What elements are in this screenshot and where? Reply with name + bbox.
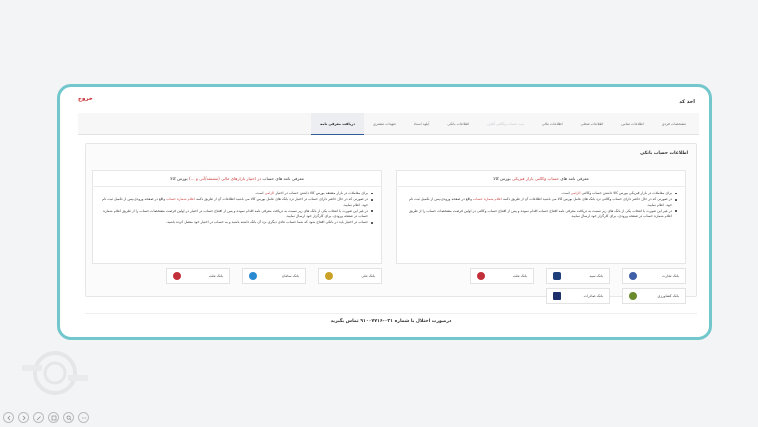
prev-icon: [6, 415, 12, 421]
bank-sepah-button[interactable]: [546, 268, 610, 284]
tab-customer-commitments[interactable]: تعهدات مشتری: [372, 121, 396, 126]
tab-upload-documents[interactable]: آپلود اسناد: [413, 121, 430, 126]
bank-name: بانک ملی: [361, 274, 375, 278]
bank-name: بانک سپه: [589, 274, 603, 278]
instruction-text: حساب در اختیار باید در بانکی افتتاح شود که شما حساب عادی دیگری نزد آن بانک داشته باشید و به حساب در اختیار خود متصل کرده باشید.: [166, 220, 368, 225]
instruction-text: در غیر این صورت با انتخاب یکی از بانک های زیر نسبت به دریافت معرفی نامه اقدام نموده و پس از افتتاح حساب در اختیار در اولین فرصت مشخصات حساب را از طریق اعلام شماره حساب در صفحه ورودی، برای کارگزار خود ارسال نمایید.: [103, 208, 368, 219]
instruction-item: [99, 209, 373, 220]
bank-saderat-icon: [553, 292, 561, 300]
heading-prefix: معرفی نامه های حساب: [261, 176, 304, 181]
instruction-text: است.: [561, 191, 571, 195]
heading-highlight: حساب وکالتی بازار فیزیکی: [511, 176, 560, 181]
physical-market-instructions: [397, 187, 685, 219]
tab-bank-info[interactable]: اطلاعات بانکی: [447, 121, 470, 126]
instruction-item: [99, 220, 373, 225]
tab-financial-info[interactable]: اطلاعات مالی: [541, 121, 563, 126]
tab-contact-info[interactable]: اطلاعات تماس: [621, 121, 644, 126]
heading-suffix: بورس کالا: [170, 176, 189, 181]
browser-frame: [57, 84, 712, 340]
bank-mellat-icon: [173, 272, 181, 280]
instruction-text: است.: [255, 191, 265, 195]
pen-button[interactable]: [33, 412, 44, 423]
next-button[interactable]: [18, 412, 29, 423]
heading-highlight: در اختیار بازارهای مالی (مشتقه/آتی و ...): [188, 176, 262, 181]
instruction-item: [403, 191, 677, 196]
instruction-text: واقع در صفحه ورودی،پس از تکمیل ثبت نام خود، اعلام نمایید.: [408, 197, 672, 207]
bank-keshavarzi-icon: [629, 292, 637, 300]
zoom-button[interactable]: [63, 412, 74, 423]
instruction-text: در صورتی که در حال حاضر دارای حساب در اختیار نزد بانک های عامل بورس کالا می باشید اطلاعات آن از طریق دکمه: [194, 197, 368, 202]
bank-mellat-icon: [477, 272, 485, 280]
instruction-highlight: اعلام شماره حساب: [166, 197, 195, 202]
bank-name: بانک ملت: [208, 274, 223, 278]
instruction-text: برای معاملات در بازار فیزیکی بورس کالا داشتن حساب وکالتی: [580, 191, 672, 195]
tab-bar: [78, 113, 699, 135]
tab-personal-info[interactable]: مشخصات فردی: [661, 121, 686, 126]
instruction-item: [99, 191, 373, 196]
fullscreen-icon: [51, 415, 57, 421]
physical-market-column: [396, 170, 686, 264]
derivatives-market-instructions: [93, 187, 381, 226]
instruction-highlight: الزامی: [570, 191, 581, 195]
bank-mellat-button[interactable]: [166, 268, 230, 284]
bank-melli-button[interactable]: [318, 268, 382, 284]
presentation-toolbar: [3, 412, 89, 424]
instruction-text: در صورتی که در حال حاضر دارای حساب وکالتی نزد بانک های عامل بورس کالا می باشید اطلاعات آن از طریق دکمه: [501, 197, 672, 202]
bank-name: بانک سامان: [281, 274, 299, 278]
zoom-icon: [66, 415, 72, 421]
instruction-text: واقع در صفحه ورودی،پس از تکمیل ثبت نام خود، اعلام نمایید.: [102, 197, 368, 207]
instruction-item: [403, 209, 677, 220]
code-label: اخذ کد: [679, 99, 695, 105]
bank-sepah-icon: [553, 272, 561, 280]
bank-mellat-button[interactable]: [470, 268, 534, 284]
physical-market-heading: [397, 171, 685, 187]
derivatives-market-column: [92, 170, 382, 264]
bank-name: بانک تجارت: [662, 274, 679, 278]
more-button[interactable]: [78, 412, 89, 423]
instruction-text: در غیر این صورت با انتخاب یکی از بانک های زیر نسبت به دریافت معرفی نامه افتتاح حساب اقدام نموده و پس از افتتاح حساب وکالتی در اولین فرصت مشخصات حساب را از طریق اعلام شماره حساب در صفحه ورودی، برای کارگزار خود ارسال نمایید.: [409, 208, 672, 219]
watermark-logo: [20, 345, 90, 400]
bank-saman-icon: [249, 272, 257, 280]
heading-prefix: معرفی نامه های: [559, 176, 589, 181]
instruction-highlight: الزامی: [264, 191, 275, 195]
fullscreen-button[interactable]: [48, 412, 59, 423]
more-icon: [81, 415, 87, 421]
pen-icon: [36, 415, 42, 421]
tab-get-introduction-letter[interactable]: دریافت معرفی نامه: [311, 113, 364, 135]
bank-saderat-button[interactable]: [546, 288, 610, 304]
bank-tejarat-icon: [629, 272, 637, 280]
bank-name: بانک کشاورزی: [657, 294, 679, 298]
bank-keshavarzi-button[interactable]: [622, 288, 686, 304]
instruction-item: [403, 197, 677, 208]
next-icon: [21, 415, 27, 421]
support-contact-note: درصورت اختلال با شماره ۰۲۱-۹۱۰۰۷۷۱۶ تماس بگیرید: [85, 313, 697, 329]
tab-online-proxy-account[interactable]: ثبت حساب وکالتی آنلاین: [487, 121, 524, 126]
instruction-item: [99, 197, 373, 208]
bank-account-panel: [85, 143, 697, 297]
bank-tejarat-button[interactable]: [622, 268, 686, 284]
instruction-text: برای معاملات در بازار مشتقه بورس کالا داشتن حساب در اختیار: [274, 191, 368, 195]
top-bar: [60, 87, 709, 113]
panel-title: اطلاعات حساب بانکی: [640, 151, 688, 156]
bank-name: بانک ملت: [512, 274, 527, 278]
exit-button[interactable]: خروج: [78, 96, 93, 102]
instruction-highlight: اعلام شماره حساب: [473, 197, 502, 202]
prev-button[interactable]: [3, 412, 14, 423]
bank-melli-icon: [325, 272, 333, 280]
derivatives-market-heading: [93, 171, 381, 187]
bank-saman-button[interactable]: [242, 268, 306, 284]
tab-job-info[interactable]: اطلاعات شغلی: [580, 121, 604, 126]
bank-name: بانک صادرات: [583, 294, 603, 298]
heading-suffix: بورس کالا: [493, 176, 512, 181]
